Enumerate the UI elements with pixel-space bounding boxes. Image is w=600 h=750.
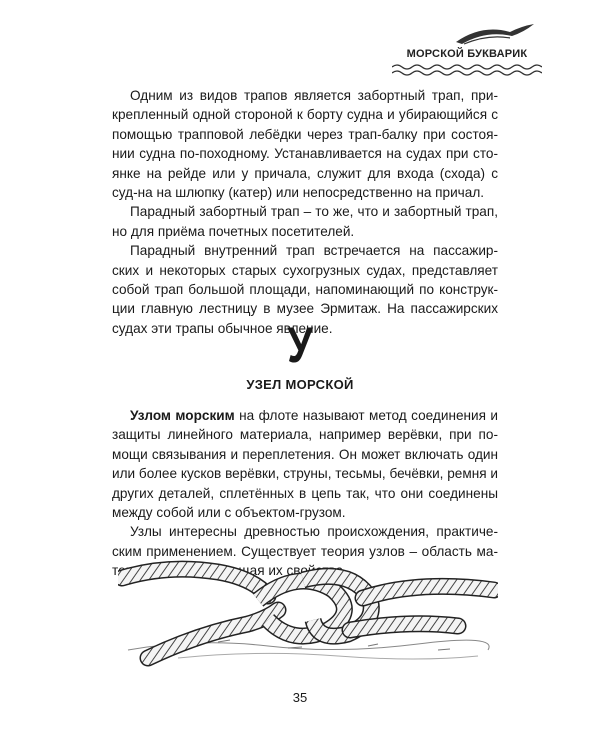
definition: на флоте называют метод соединения и защиты линейного материала, например верёвки, при по-мощи связывания и переплетения. Он может включать один или более кусков верёвки, струны, тесьмы, бечёвки, ремня и других деталей, сплетённых в цепь так, что они соединены между собой или с объектом-грузом. <box>112 408 499 521</box>
paragraph: Одним из видов трапов является забортный трап, при-крепленный одной стороной к борту судна и убирающийся с помощью трапповой лебёдки через трап-балку при состоя-нии судна по-походному. Устанавливается на судах при сто-янке на рейде или у причала, служит для входа (схода) с суд-на на шлюпку (катер) или непосредственно на причал. <box>112 88 498 201</box>
rope-knot-icon <box>118 550 498 668</box>
header-label: МОРСКОЙ БУКВАРИК <box>406 48 528 60</box>
waves-icon <box>392 62 542 78</box>
paragraph: Парадный внутренний трап встречается на пассажир-ских и некоторых старых сухогрузных судах, представляет собой трап большой площади, напоминающий по конструк-ции главную лестницу в музее Эрмитаж. На пассажирских судах эти трапы обычное явление. <box>112 243 498 336</box>
seagull-icon <box>452 22 537 48</box>
running-header <box>392 22 542 77</box>
section-letter: У <box>287 317 313 373</box>
paragraph: Парадный забортный трап – то же, что и забортный трап, но для приёма почетных посетителей. <box>112 204 498 239</box>
page-number: 35 <box>292 690 308 705</box>
section-title: УЗЕЛ МОРСКОЙ <box>246 377 354 392</box>
ladders-text <box>112 86 498 338</box>
paragraph: Узлы интересны древностью происхождения, практиче-ским применением. Существует теория узлов – область ма-тематики, исследующая их свойства. <box>112 524 498 579</box>
term: Узлом морским <box>130 408 235 423</box>
paragraph <box>112 406 498 522</box>
